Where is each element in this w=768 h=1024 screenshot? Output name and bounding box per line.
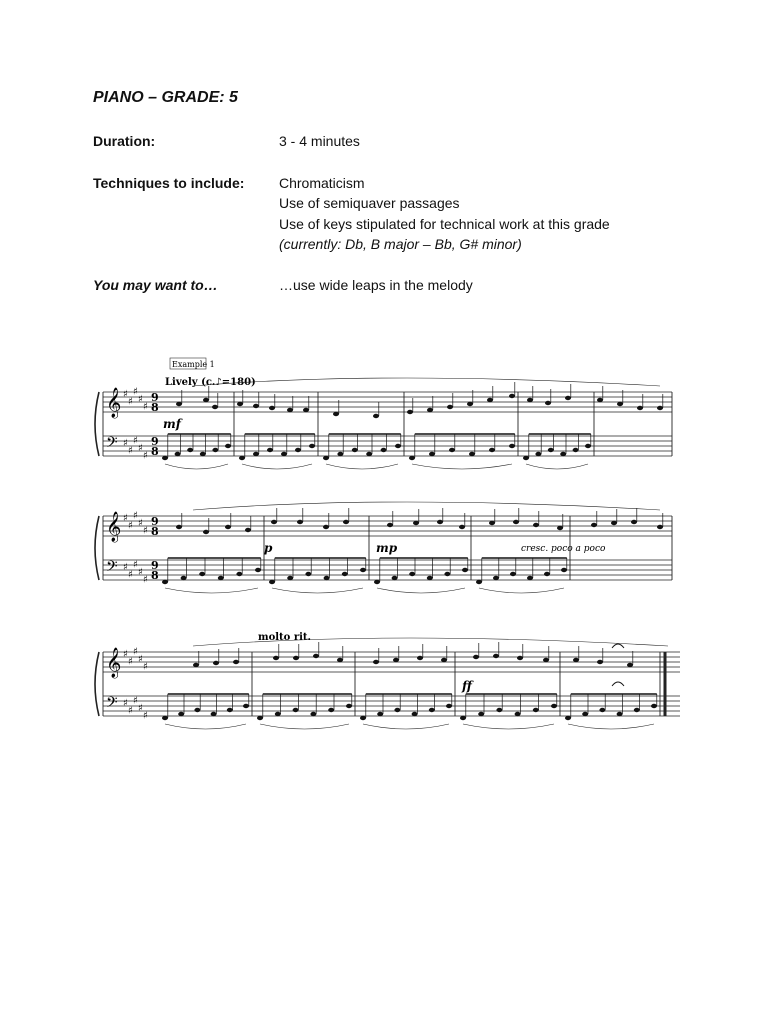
note-head <box>527 398 533 402</box>
bass-note-head <box>162 456 168 460</box>
note-head <box>513 520 519 524</box>
note-head <box>176 525 182 529</box>
bass-note-head <box>162 716 168 720</box>
bass-note-head <box>565 716 571 720</box>
bass-note-head <box>181 576 187 580</box>
note-head <box>203 530 209 534</box>
bass-note-head <box>337 452 343 456</box>
bass-note-head <box>573 448 579 452</box>
note-head <box>437 520 443 524</box>
key-sharp: ♯ <box>143 450 148 462</box>
key-sharp: ♯ <box>143 710 148 722</box>
bass-note-head <box>548 448 554 452</box>
bass-note-head <box>352 448 358 452</box>
bass-note-head <box>533 708 539 712</box>
bass-note-head <box>227 708 233 712</box>
bass-note-head <box>394 708 400 712</box>
note-head <box>297 520 303 524</box>
bass-note-head <box>269 580 275 584</box>
technique-note: (currently: Db, B major – Bb, G# minor) <box>279 236 522 252</box>
key-sharp: ♯ <box>143 401 148 413</box>
note-head <box>407 410 413 414</box>
bass-note-head <box>239 456 245 460</box>
note-head <box>611 521 617 525</box>
bass-note-head <box>489 448 495 452</box>
treble-clef: 𝄞 <box>106 512 122 542</box>
suggestion-value: …use wide leaps in the melody <box>279 277 473 293</box>
note-head <box>303 408 309 412</box>
duration-label: Duration: <box>93 133 156 149</box>
bass-note-head <box>175 452 181 456</box>
bass-note-head <box>342 572 348 576</box>
slur <box>463 724 554 729</box>
slur <box>165 588 258 593</box>
dynamic-mf: mf <box>163 417 181 431</box>
slur <box>568 724 654 729</box>
bass-note-head <box>496 708 502 712</box>
bass-note-head <box>377 712 383 716</box>
note-head <box>287 408 293 412</box>
note-head <box>533 523 539 527</box>
bass-note-head <box>462 568 468 572</box>
bass-note-head <box>617 712 623 716</box>
bass-note-head <box>323 456 329 460</box>
note-head <box>225 525 231 529</box>
note-head <box>565 396 571 400</box>
slur <box>260 724 349 729</box>
key-sharp: ♯ <box>123 649 128 660</box>
note-head <box>269 406 275 410</box>
treble-clef: 𝄞 <box>106 648 122 678</box>
note-head <box>573 658 579 662</box>
time-sig-bottom: 8 <box>151 445 159 458</box>
bass-note-head <box>392 576 398 580</box>
key-sharp: ♯ <box>123 562 128 573</box>
note-head <box>627 663 633 667</box>
bass-note-head <box>444 572 450 576</box>
slur <box>193 502 660 510</box>
key-sharp: ♯ <box>123 513 128 524</box>
treble-clef: 𝄞 <box>106 388 122 418</box>
key-sharp: ♯ <box>138 654 143 665</box>
time-sig-bottom: 8 <box>151 525 159 538</box>
bass-note-head <box>395 444 401 448</box>
note-head <box>467 402 473 406</box>
bass-note-head <box>585 444 591 448</box>
bass-note-head <box>493 576 499 580</box>
bass-note-head <box>599 708 605 712</box>
note-head <box>487 398 493 402</box>
note-head <box>387 523 393 527</box>
cresc-marking: cresc. poco a poco <box>521 544 606 554</box>
bass-note-head <box>523 456 529 460</box>
bass-note-head <box>218 576 224 580</box>
bass-note-head <box>178 712 184 716</box>
duration-value: 3 - 4 minutes <box>279 133 360 149</box>
bass-note-head <box>429 708 435 712</box>
note-head <box>597 398 603 402</box>
bass-note-head <box>200 452 206 456</box>
bass-note-head <box>328 708 334 712</box>
note-head <box>447 405 453 409</box>
fermata <box>612 644 624 648</box>
note-head <box>203 398 209 402</box>
note-head <box>489 521 495 525</box>
key-sharp: ♯ <box>138 703 143 714</box>
bass-note-head <box>257 716 263 720</box>
bass-note-head <box>515 712 521 716</box>
bass-note-head <box>374 580 380 584</box>
note-head <box>591 523 597 527</box>
bass-note-head <box>381 448 387 452</box>
key-sharp: ♯ <box>138 567 143 578</box>
note-head <box>313 654 319 658</box>
note-head <box>373 660 379 664</box>
bass-note-head <box>199 572 205 576</box>
note-head <box>493 654 499 658</box>
slur <box>165 464 228 469</box>
bass-note-head <box>162 580 168 584</box>
bass-clef: 𝄢 <box>106 434 118 455</box>
slur <box>272 588 363 593</box>
slur <box>326 464 398 469</box>
note-head <box>459 525 465 529</box>
time-sig-top: 9 <box>151 559 159 572</box>
slur <box>363 724 449 729</box>
note-head <box>517 656 523 660</box>
key-sharp: ♯ <box>133 695 138 707</box>
key-sharp: ♯ <box>143 661 148 673</box>
time-sig-top: 9 <box>151 391 159 404</box>
bass-note-head <box>651 704 657 708</box>
note-head <box>373 414 379 418</box>
slur <box>165 724 246 729</box>
key-sharp: ♯ <box>123 438 128 449</box>
slur <box>479 588 564 593</box>
bass-note-head <box>211 712 217 716</box>
note-head <box>237 402 243 406</box>
note-head <box>441 658 447 662</box>
note-head <box>545 401 551 405</box>
bass-note-head <box>527 576 533 580</box>
dynamic-ff: ff <box>462 679 472 693</box>
key-sharp: ♯ <box>133 386 138 398</box>
key-sharp: ♯ <box>128 705 133 717</box>
tempo-marking: Lively (c.♪=180) <box>165 377 256 388</box>
techniques-label: Techniques to include: <box>93 175 245 191</box>
note-head <box>212 405 218 409</box>
bass-note-head <box>582 712 588 716</box>
bass-note-head <box>510 572 516 576</box>
bass-note-head <box>469 452 475 456</box>
bass-note-head <box>412 712 418 716</box>
bass-note-head <box>212 448 218 452</box>
bass-note-head <box>449 448 455 452</box>
bass-note-head <box>544 572 550 576</box>
bass-note-head <box>535 452 541 456</box>
bass-note-head <box>551 704 557 708</box>
bass-note-head <box>324 576 330 580</box>
bass-note-head <box>634 708 640 712</box>
key-sharp: ♯ <box>128 520 133 532</box>
brace <box>95 392 99 456</box>
key-sharp: ♯ <box>133 559 138 571</box>
time-sig-top: 9 <box>151 435 159 448</box>
brace <box>95 652 99 716</box>
dynamic-mp: mp <box>376 541 398 555</box>
note-head <box>617 402 623 406</box>
bass-clef: 𝄢 <box>106 694 118 715</box>
bass-note-head <box>255 568 261 572</box>
note-head <box>427 408 433 412</box>
note-head <box>393 658 399 662</box>
fermata <box>612 682 624 686</box>
bass-note-head <box>476 580 482 584</box>
key-sharp: ♯ <box>133 510 138 522</box>
bass-note-head <box>309 444 315 448</box>
molto-rit-marking: molto rit. <box>258 632 311 643</box>
note-head <box>233 660 239 664</box>
bass-note-head <box>360 568 366 572</box>
note-head <box>557 526 563 530</box>
time-sig-bottom: 8 <box>151 401 159 414</box>
key-sharp: ♯ <box>128 445 133 457</box>
key-sharp: ♯ <box>133 646 138 658</box>
bass-note-head <box>267 448 273 452</box>
note-head <box>509 394 515 398</box>
bass-note-head <box>429 452 435 456</box>
bass-note-head <box>187 448 193 452</box>
note-head <box>213 661 219 665</box>
note-head <box>253 404 259 408</box>
note-head <box>323 525 329 529</box>
brace <box>95 516 99 580</box>
note-head <box>597 660 603 664</box>
note-head <box>473 655 479 659</box>
time-sig-top: 9 <box>151 515 159 528</box>
key-sharp: ♯ <box>133 435 138 447</box>
bass-note-head <box>281 452 287 456</box>
slur <box>526 464 588 469</box>
bass-note-head <box>460 716 466 720</box>
bass-note-head <box>236 572 242 576</box>
bass-note-head <box>287 576 293 580</box>
slur <box>412 464 512 469</box>
bass-note-head <box>366 452 372 456</box>
bass-note-head <box>478 712 484 716</box>
bass-note-head <box>360 716 366 720</box>
note-head <box>413 521 419 525</box>
technique-item: Chromaticism <box>279 175 365 191</box>
bass-note-head <box>243 704 249 708</box>
note-head <box>657 406 663 410</box>
note-head <box>293 656 299 660</box>
bass-note-head <box>509 444 515 448</box>
bass-note-head <box>225 444 231 448</box>
bass-note-head <box>305 572 311 576</box>
slur <box>377 588 465 593</box>
technique-item: Use of keys stipulated for technical work at this grade <box>279 216 610 232</box>
bass-note-head <box>275 712 281 716</box>
bass-note-head <box>253 452 259 456</box>
dynamic-p: p <box>264 541 273 555</box>
bass-note-head <box>560 452 566 456</box>
key-sharp: ♯ <box>138 394 143 405</box>
note-head <box>337 658 343 662</box>
page-title: PIANO – GRADE: 5 <box>93 89 238 106</box>
note-head <box>176 402 182 406</box>
bass-note-head <box>310 712 316 716</box>
bass-note-head <box>561 568 567 572</box>
bass-note-head <box>295 448 301 452</box>
key-sharp: ♯ <box>138 518 143 529</box>
note-head <box>273 656 279 660</box>
example-label: Example 1 <box>172 360 215 369</box>
note-head <box>637 406 643 410</box>
bass-note-head <box>427 576 433 580</box>
note-head <box>543 658 549 662</box>
bass-note-head <box>446 704 452 708</box>
suggestion-label: You may want to… <box>93 277 218 293</box>
note-head <box>631 520 637 524</box>
note-head <box>417 656 423 660</box>
key-sharp: ♯ <box>143 574 148 586</box>
slur <box>193 378 660 386</box>
bass-note-head <box>346 704 352 708</box>
bass-note-head <box>409 456 415 460</box>
technique-item: Use of semiquaver passages <box>279 195 460 211</box>
key-sharp: ♯ <box>123 389 128 400</box>
time-sig-bottom: 8 <box>151 569 159 582</box>
note-head <box>193 663 199 667</box>
note-head <box>245 528 251 532</box>
key-sharp: ♯ <box>123 698 128 709</box>
key-sharp: ♯ <box>128 656 133 668</box>
note-head <box>271 520 277 524</box>
key-sharp: ♯ <box>138 443 143 454</box>
bass-note-head <box>293 708 299 712</box>
note-head <box>333 412 339 416</box>
note-head <box>657 525 663 529</box>
key-sharp: ♯ <box>143 525 148 537</box>
key-sharp: ♯ <box>128 569 133 581</box>
note-head <box>343 520 349 524</box>
slur <box>242 464 312 469</box>
bass-clef: 𝄢 <box>106 558 118 579</box>
bass-note-head <box>409 572 415 576</box>
key-sharp: ♯ <box>128 396 133 408</box>
bass-note-head <box>194 708 200 712</box>
